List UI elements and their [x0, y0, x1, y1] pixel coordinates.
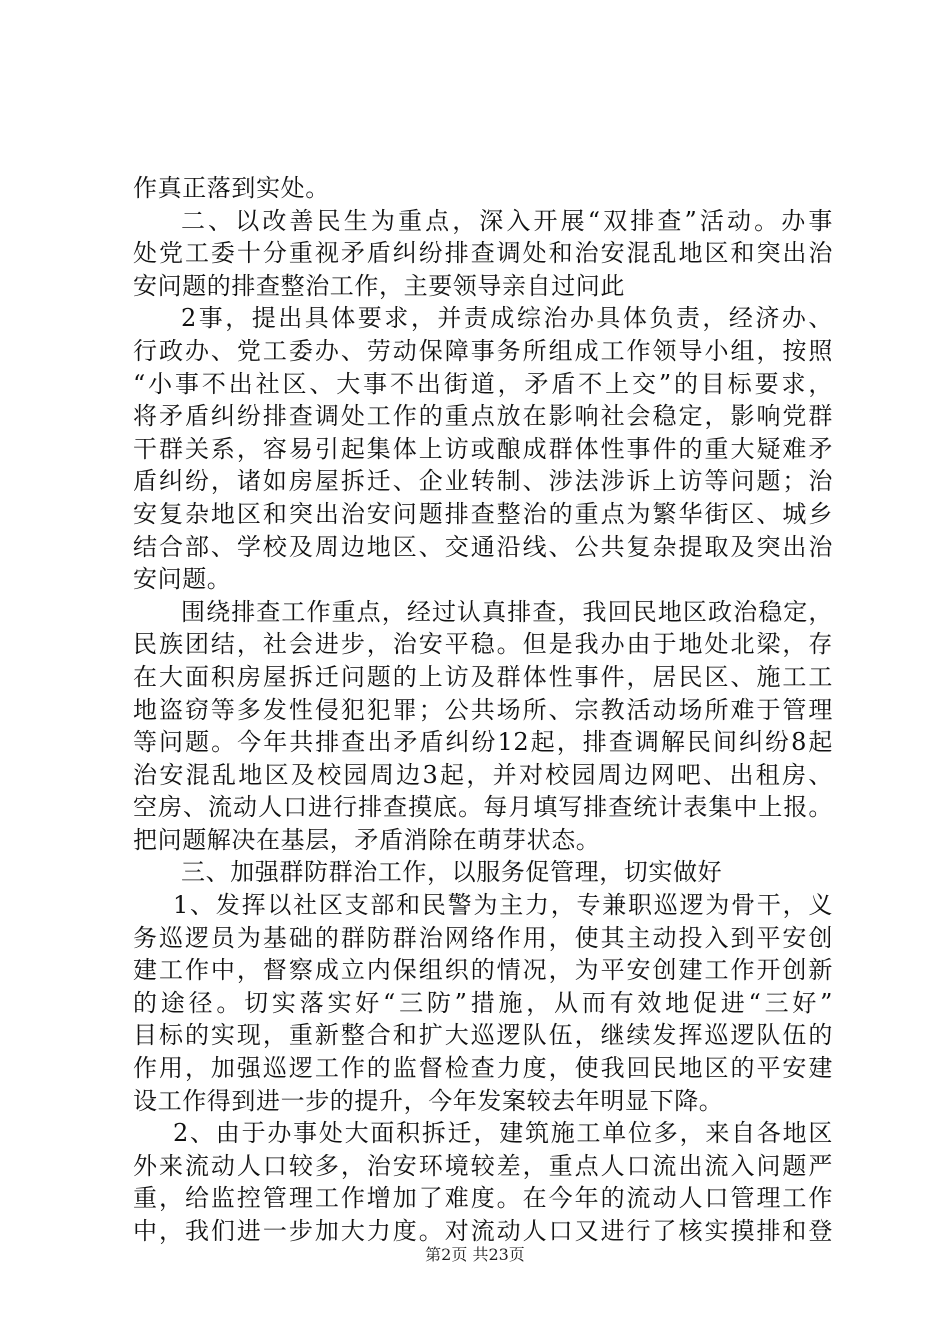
text-line: 空房、流动人口进行排查摸底。每月填写排查统计表集中上报。 [133, 793, 833, 822]
text-line: 等问题。今年共排查出矛盾纠纷12起，排查调解民间纠纷8起 [133, 728, 833, 757]
text-line: 行政办、党工委办、劳动保障事务所组成工作领导小组，按照 [133, 336, 833, 365]
text-line: 安问题的排查整治工作，主要领导亲自过问此 [133, 271, 625, 300]
text-line: 将矛盾纠纷排查调处工作的重点放在影响社会稳定，影响党群 [133, 402, 833, 431]
text-line: 1、发挥以社区支部和民警为主力，专兼职巡逻为骨干，义 [173, 891, 833, 920]
text-line: 结合部、学校及周边地区、交通沿线、公共复杂提取及突出治 [133, 532, 833, 561]
text-line: 建工作中，督察成立内保组织的情况，为平安创建工作开创新 [133, 956, 833, 985]
text-line: 中，我们进一步加大力度。对流动人口又进行了核实摸排和登 [133, 1217, 833, 1245]
document-body [133, 172, 833, 1248]
text-line: 处党工委十分重视矛盾纠纷排查调处和治安混乱地区和突出治 [133, 239, 833, 268]
text-line: 盾纠纷，诸如房屋拆迁、企业转制、涉法涉诉上访等问题；治 [133, 467, 833, 496]
text-line: 安问题。 [133, 565, 232, 594]
text-line: 作真正落到实处。 [133, 174, 330, 202]
text-line: “小事不出社区、大事不出街道，矛盾不上交”的目标要求， [133, 369, 833, 398]
text-line: 设工作得到进一步的提升，今年发案较去年明显下降。 [133, 1086, 724, 1115]
text-line: 务巡逻员为基础的群防群治网络作用，使其主动投入到平安创 [133, 923, 833, 952]
text-line: 的途径。切实落实好“三防”措施，从而有效地促进“三好” [133, 988, 833, 1017]
page-number-footer: 第2页 共23页 [425, 1245, 525, 1264]
text-line: 作用，加强巡逻工作的监督检查力度，使我回民地区的平安建 [133, 1054, 833, 1083]
text-line: 2、由于办事处大面积拆迁，建筑施工单位多，来自各地区 [173, 1119, 833, 1148]
text-line: 二、以改善民生为重点，深入开展“双排查”活动。办事 [181, 206, 833, 235]
text-line: 围绕排查工作重点，经过认真排查，我回民地区政治稳定， [181, 597, 833, 626]
text-line: 重，给监控管理工作增加了难度。在今年的流动人口管理工作 [133, 1184, 833, 1213]
text-line: 治安混乱地区及校园周边3起，并对校园周边网吧、出租房、 [133, 760, 833, 789]
text-line: 外来流动人口较多，治安环境较差，重点人口流出流入问题严 [133, 1151, 833, 1180]
text-line: 民族团结，社会进步，治安平稳。但是我办由于地处北梁，存 [133, 630, 833, 659]
text-line: 地盗窃等多发性侵犯犯罪；公共场所、宗教活动场所难于管理 [133, 695, 833, 724]
text-line: 干群关系，容易引起集体上访或酿成群体性事件的重大疑难矛 [133, 434, 833, 463]
text-line: 三、加强群防群治工作，以服务促管理，切实做好 [181, 858, 723, 887]
text-line: 2事，提出具体要求，并责成综治办具体负责，经济办、 [181, 304, 833, 333]
text-line: 在大面积房屋拆迁问题的上访及群体性事件，居民区、施工工 [133, 662, 833, 691]
text-line: 目标的实现，重新整合和扩大巡逻队伍，继续发挥巡逻队伍的 [133, 1021, 833, 1050]
text-line: 安复杂地区和突出治安问题排查整治的重点为繁华街区、城乡 [133, 499, 833, 528]
text-line: 把问题解决在基层，矛盾消除在萌芽状态。 [133, 825, 601, 854]
